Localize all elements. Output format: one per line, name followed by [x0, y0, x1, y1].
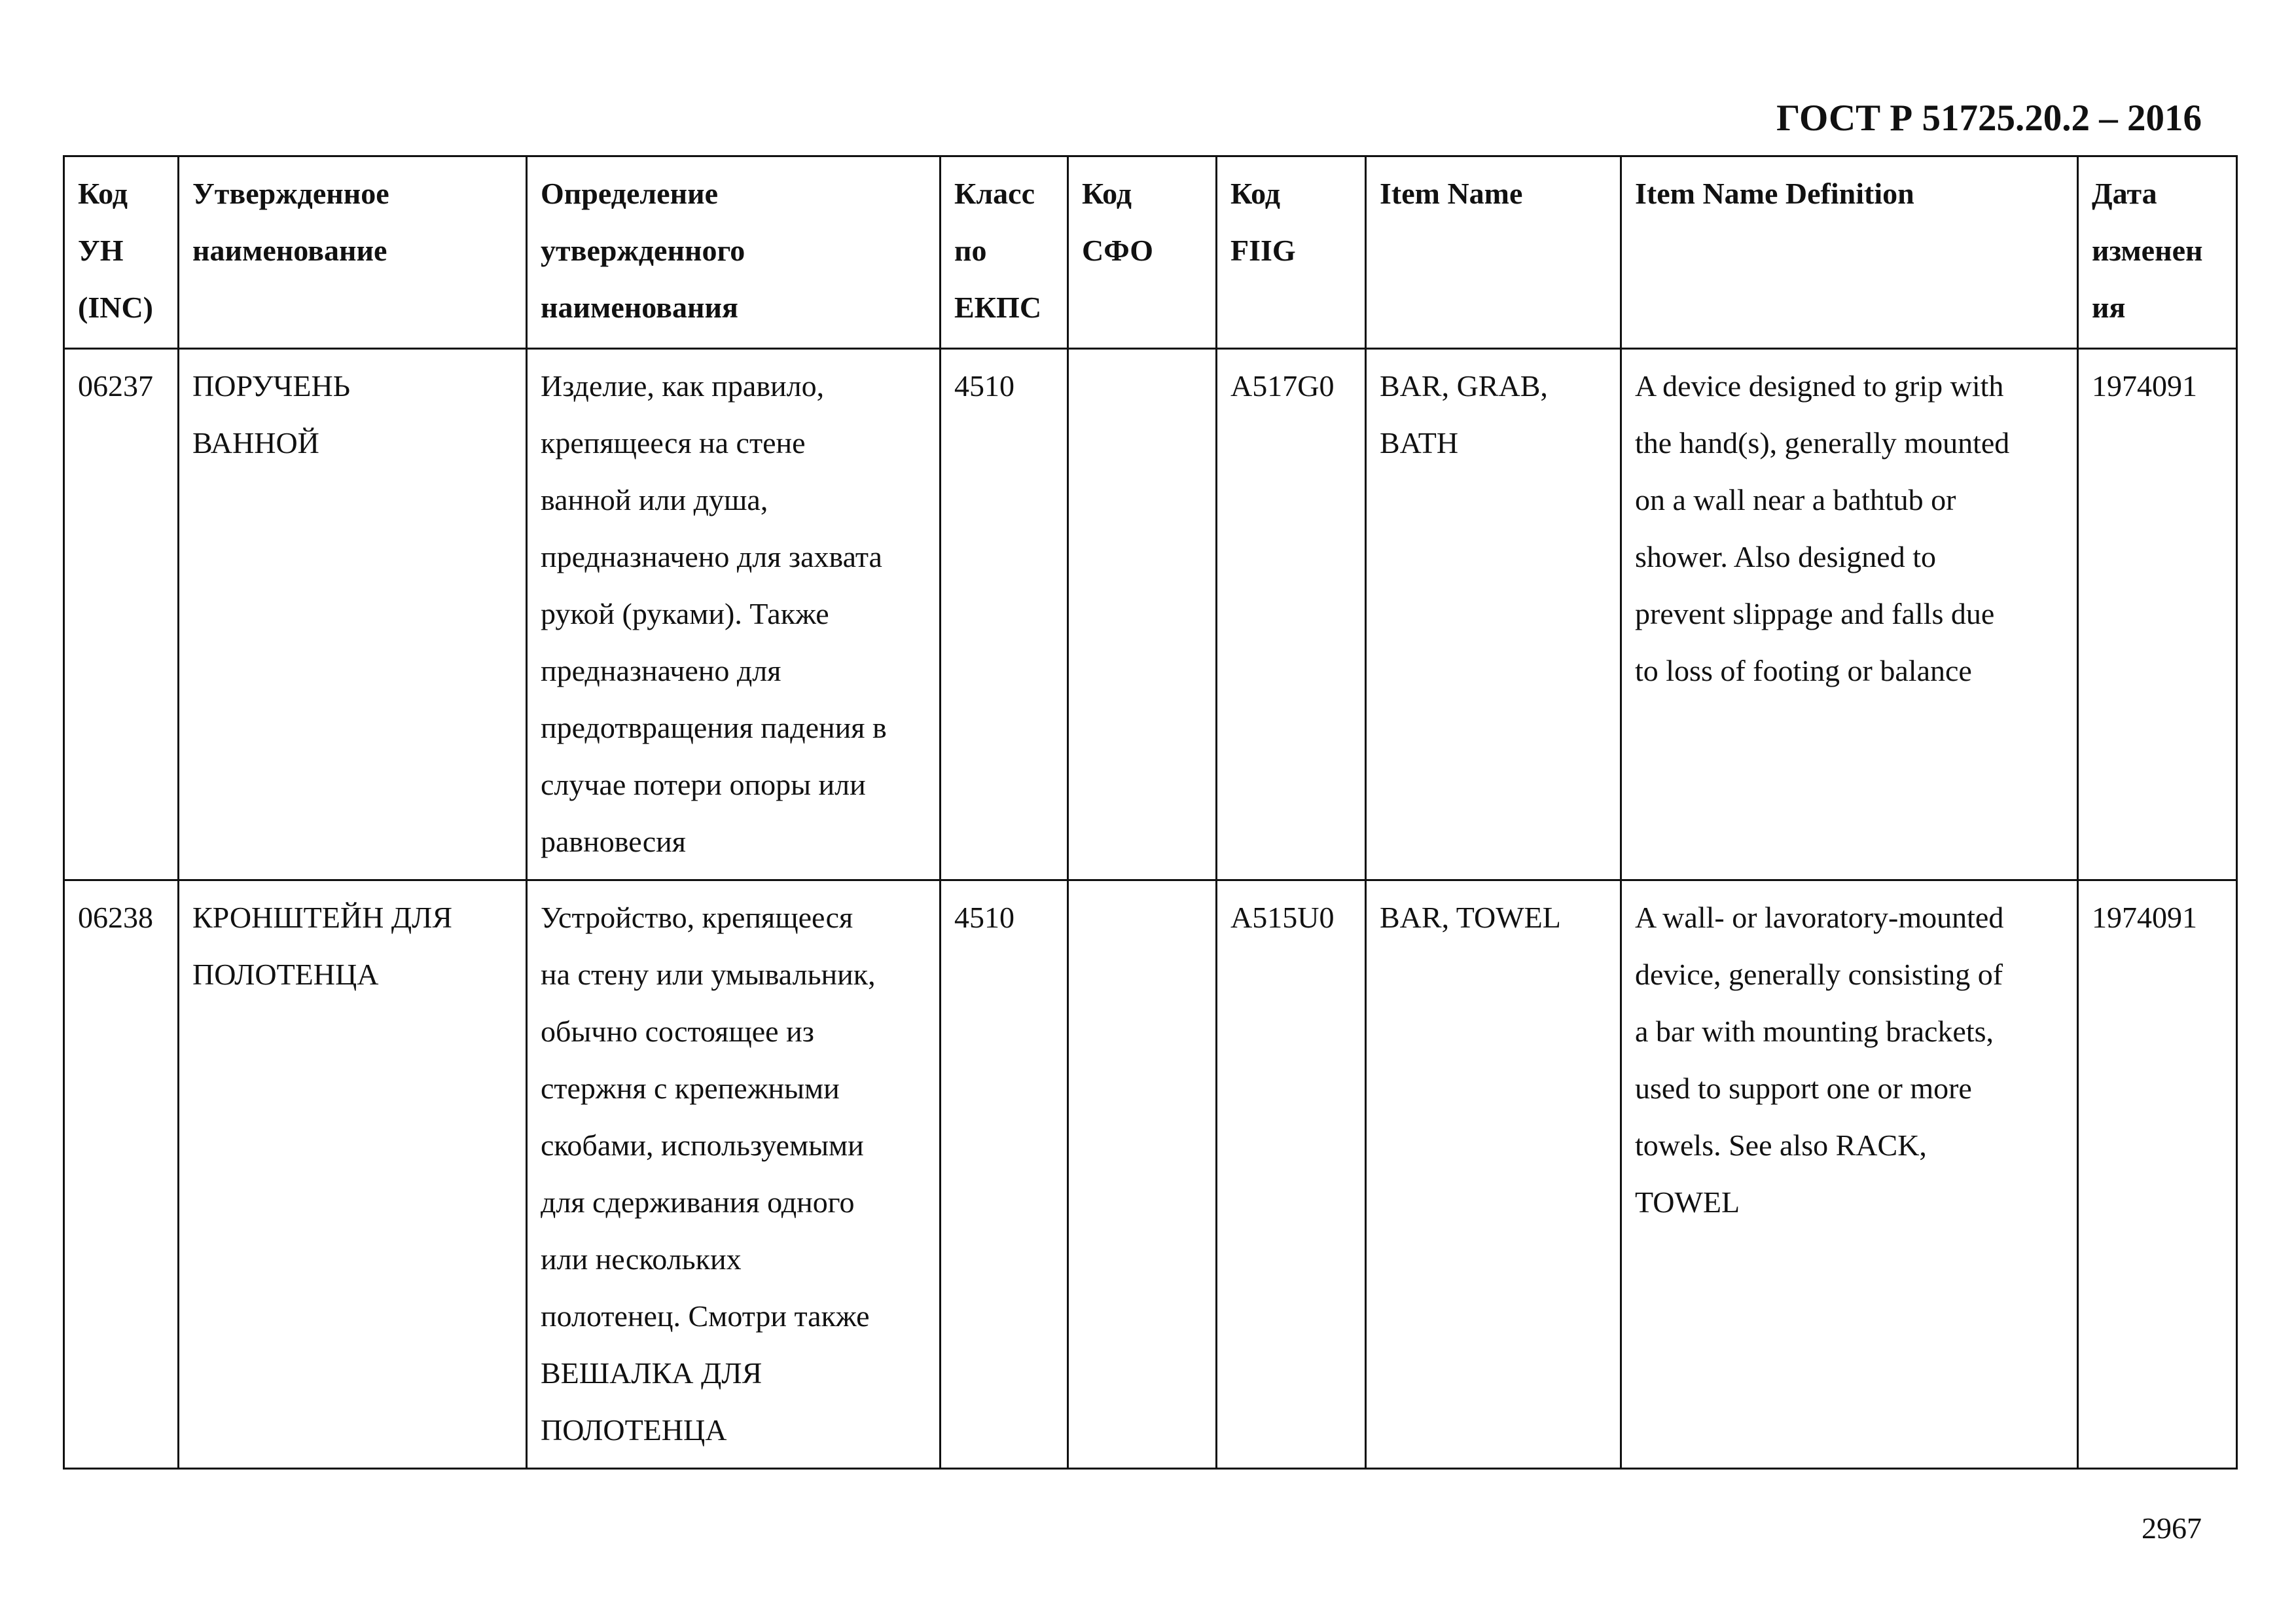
cell-item-name-definition: A wall- or lavoratory-mounted device, generally consisting of a bar with mounting brackets, used to support one or more towels. See also RACK, TOWEL — [1621, 880, 2078, 1469]
cell-sfo-code — [1068, 880, 1217, 1469]
cell-item-name: BAR, TOWEL — [1366, 880, 1621, 1469]
cell-fiig-code: A517G0 — [1217, 349, 1366, 880]
table-row — [64, 880, 2237, 1469]
header-inc-code: Код УН (INC) — [64, 156, 179, 349]
cell-item-name: BAR, GRAB, BATH — [1366, 349, 1621, 880]
catalog-table — [63, 155, 2238, 1470]
header-fiig-code: Код FIIG — [1217, 156, 1366, 349]
table-row — [64, 349, 2237, 880]
header-change-date: Дата изменен ия — [2078, 156, 2237, 349]
catalog-table-container — [63, 155, 2236, 1470]
header-approved-name: Утвержденное наименование — [179, 156, 527, 349]
cell-fiig-code: A515U0 — [1217, 880, 1366, 1469]
cell-ekps-class: 4510 — [941, 880, 1068, 1469]
cell-ekps-class: 4510 — [941, 349, 1068, 880]
cell-change-date: 1974091 — [2078, 349, 2237, 880]
header-item-name: Item Name — [1366, 156, 1621, 349]
cell-approved-name: КРОНШТЕЙН ДЛЯ ПОЛОТЕНЦА — [179, 880, 527, 1469]
header-item-name-definition: Item Name Definition — [1621, 156, 2078, 349]
cell-change-date: 1974091 — [2078, 880, 2237, 1469]
cell-sfo-code — [1068, 349, 1217, 880]
table-header-row — [64, 156, 2237, 349]
cell-approved-name: ПОРУЧЕНЬ ВАННОЙ — [179, 349, 527, 880]
header-sfo-code: Код СФО — [1068, 156, 1217, 349]
header-ekps-class: Класс по ЕКПС — [941, 156, 1068, 349]
cell-item-name-definition: A device designed to grip with the hand(s), generally mounted on a wall near a bathtub or shower. Also designed to prevent slippage and falls due to loss of footing or balance — [1621, 349, 2078, 880]
document-standard-title: ГОСТ Р 51725.20.2 – 2016 — [1776, 98, 2202, 139]
page-number: 2967 — [2142, 1511, 2202, 1545]
cell-approved-name-definition: Устройство, крепящееся на стену или умывальник, обычно состоящее из стержня с крепежными скобами, используемыми для сдерживания одного или нескольких полотенец. Смотри также ВЕШАЛКА ДЛЯ ПОЛОТЕНЦА — [527, 880, 941, 1469]
cell-inc-code: 06237 — [64, 349, 179, 880]
cell-inc-code: 06238 — [64, 880, 179, 1469]
header-approved-name-definition: Определение утвержденного наименования — [527, 156, 941, 349]
cell-approved-name-definition: Изделие, как правило, крепящееся на стене ванной или душа, предназначено для захвата рукой (руками). Также предназначено для предотвращения падения в случае потери опоры или равновесия — [527, 349, 941, 880]
